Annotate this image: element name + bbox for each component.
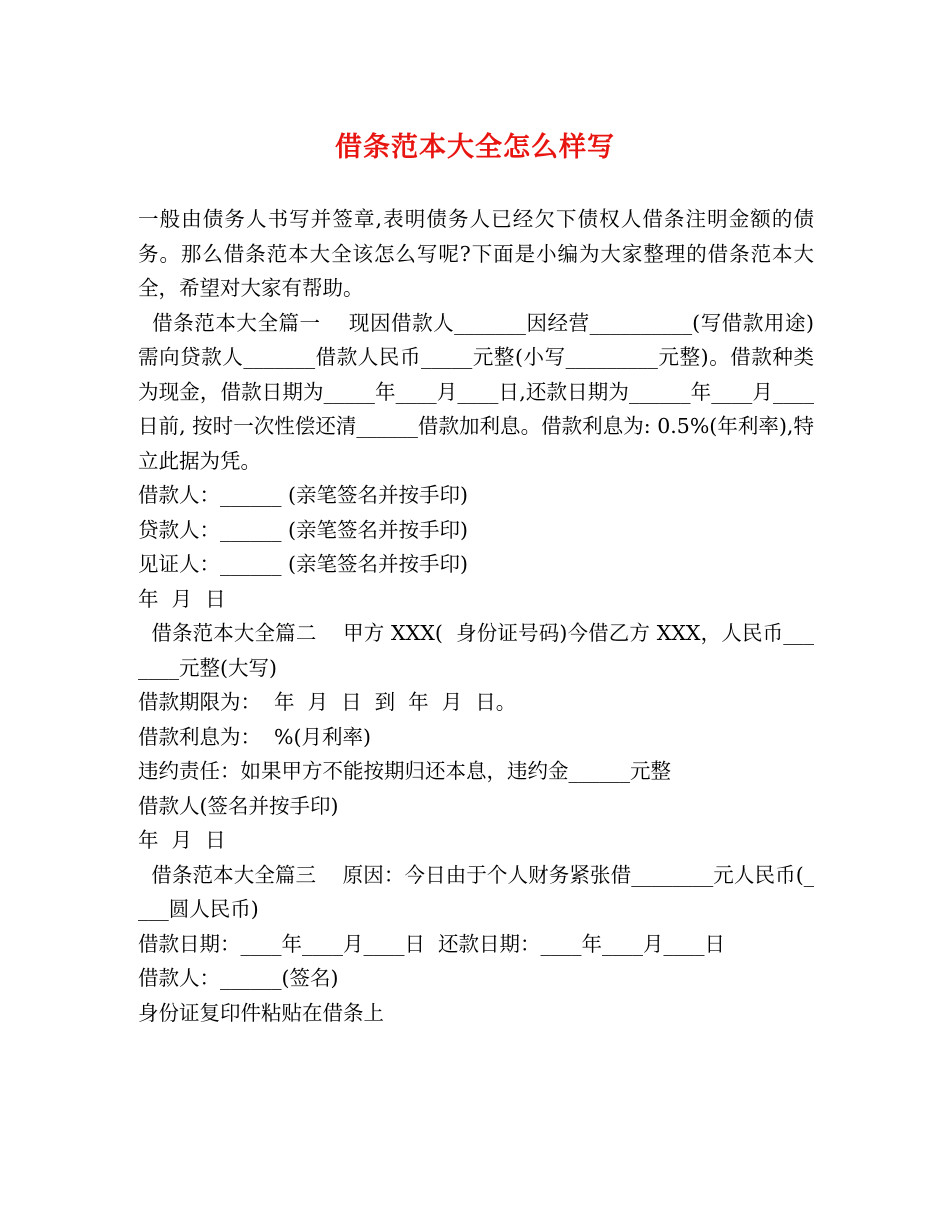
section1-date-line: 年 月 日 (138, 586, 226, 611)
section2-interest-line: 借款利息为： %(月利率) (138, 724, 372, 749)
section3-note-line: 身份证复印件粘贴在借条上 (138, 1000, 384, 1025)
document-title: 借条范本大全怎么样写 (335, 132, 615, 163)
section1-witness-line: 见证人：______ (亲笔签名并按手印) (138, 552, 469, 576)
section3-paragraph: 借条范本大全篇三 原因：今日由于个人财务紧张借________元人民币(____圆人民币) (138, 862, 814, 921)
section2-date-line: 年 月 日 (138, 828, 226, 852)
section1-paragraph: 借条范本大全篇一 现因借款人_______因经营__________(写借款用途)需向贷款人_______借款人民币_____元整(小写_________元整)。借款种类为现金，借款日期为_____年____月____日,还款日期为______年____月____日前, 按时一次性偿还清______借款加利息。借款利息为: 0.5%(年利率),特立此据为凭。 (138, 310, 814, 473)
section2-borrower-line: 借款人(签名并按手印) (138, 793, 339, 818)
section3-borrower-line: 借款人：______(签名) (138, 966, 339, 990)
section3-dates-line: 借款日期：____年____月____日 还款日期：____年____月____日 (138, 931, 726, 956)
section1-lender-line: 贷款人：______ (亲笔签名并按手印) (138, 517, 469, 542)
document-body (138, 202, 814, 1030)
section2-term-line: 借款期限为： 年 月 日 到 年 月 日。 (138, 690, 517, 714)
section1-borrower-line: 借款人：______ (亲笔签名并按手印) (138, 483, 469, 507)
section2-paragraph: 借条范本大全篇二 甲方 XXX( 身份证号码)今借乙方 XXX，人民币_______元整(大写) (138, 621, 814, 680)
intro-paragraph: 一般由债务人书写并签章,表明债务人已经欠下债权人借条注明金额的债务。那么借条范本大全该怎么写呢?下面是小编为大家整理的借条范本大全，希望对大家有帮助。 (138, 207, 814, 300)
section2-penalty-line: 违约责任：如果甲方不能按期归还本息，违约金______元整 (138, 759, 671, 783)
